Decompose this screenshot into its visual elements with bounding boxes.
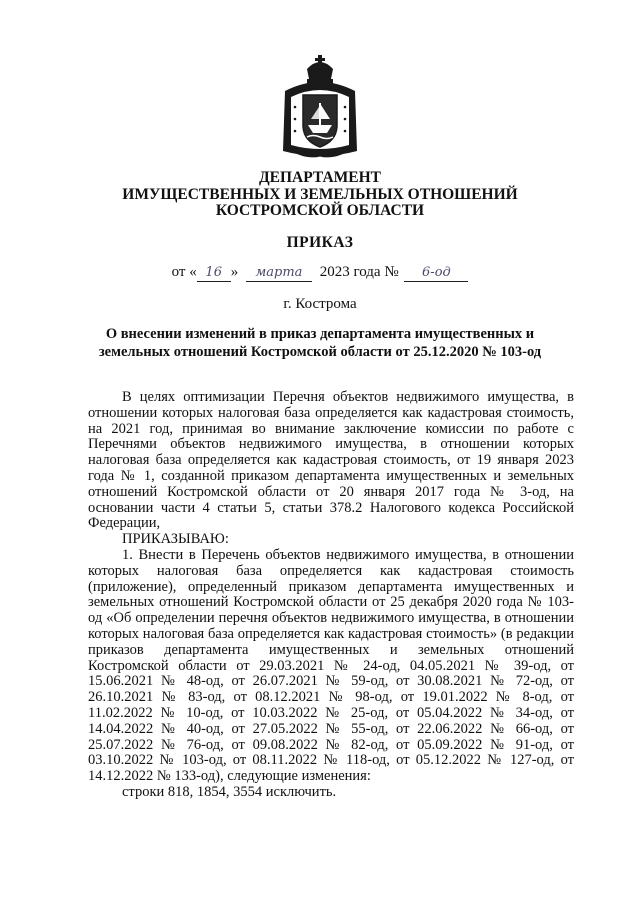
handwritten-month: марта <box>246 265 312 282</box>
department-line-3: КОСТРОМСКОЙ ОБЛАСТИ <box>215 202 425 219</box>
department-name <box>0 170 640 220</box>
order-subject: О внесении изменений в приказ департамента имущественных и земельных отношений Костромской области от 25.12.2020 № 103-од <box>98 326 542 360</box>
decree-word: ПРИКАЗЫВАЮ: <box>122 531 229 548</box>
handwritten-order-number: 6-од <box>404 265 468 282</box>
order-body <box>88 390 574 801</box>
coat-of-arms-icon <box>277 55 363 161</box>
item-1-change: строки 818, 1854, 3554 исключить. <box>122 783 337 800</box>
handwritten-day: 16 <box>197 265 231 282</box>
document-type: ПРИКАЗ <box>286 234 354 251</box>
item-1-paragraph: 1. Внести в Перечень объектов недвижимого имущества, в отношении которых налоговая база определяется как кадастровая стоимость (приложение), определенный приказом департамента имущественных и земельных отношений Костромской области от 25 декабря 2020 года № 103-од «Об определении перечня объектов недвижимого имущества, в отношении которых налоговая база определяется как кадастровая стоимость» (в редакции приказов департамента имущественных и земельных отношений Костромской области от 29.03.2021 № 24-од, 04.05.2021 № 39-од, от 15.06.2021 № 48-од, от 26.07.2021 № 59-од, от 30.08.2021 № 72-од, от 26.10.2021 № 83-од, от 08.12.2021 № 98-од, от 19.01.2022 № 8-од, от 11.02.2022 № 10-од, от 10.03.2022 № 25-од, от 05.04.2022 № 34-од, от 14.04.2022 № 40-од, от 27.05.2022 № 55-од, от 22.06.2022 № 66-од, от 25.07.2022 № 76-од, от 09.08.2022 № 82-од, от 05.09.2022 № 91-од, от 03.10.2022 № 103-од, от 08.11.2022 № 118-од, от 05.12.2022 № 127-од, от 14.12.2022 № 133-од), следующие изменения: <box>88 546 574 785</box>
department-line-2: ИМУЩЕСТВЕННЫХ И ЗЕМЕЛЬНЫХ ОТНОШЕНИЙ <box>122 185 518 203</box>
city: г. Кострома <box>283 296 357 312</box>
department-line-1: ДЕПАРТАМЕНТ <box>258 169 382 186</box>
date-line <box>0 264 640 282</box>
date-prefix: от « <box>171 264 197 280</box>
date-mid: » <box>230 264 239 280</box>
preamble-paragraph: В целях оптимизации Перечня объектов недвижимого имущества, в отношении которых налоговая база определяется как кадастровая стоимость, на 2021 год, принимая во внимание заключение комиссии по работе с Перечнями объектов недвижимого имущества, в отношении которых налоговая база определяется как кадастровая стоимость, от 19 января 2023 года № 1, созданной приказом департамента имущественных и земельных отношений Костромской области от 20 января 2017 года № 3-од, на основании части 4 статьи 5, статьи 378.2 Налогового кодекса Российской Федерации, <box>88 389 574 532</box>
date-year-text: 2023 года № <box>319 264 399 280</box>
